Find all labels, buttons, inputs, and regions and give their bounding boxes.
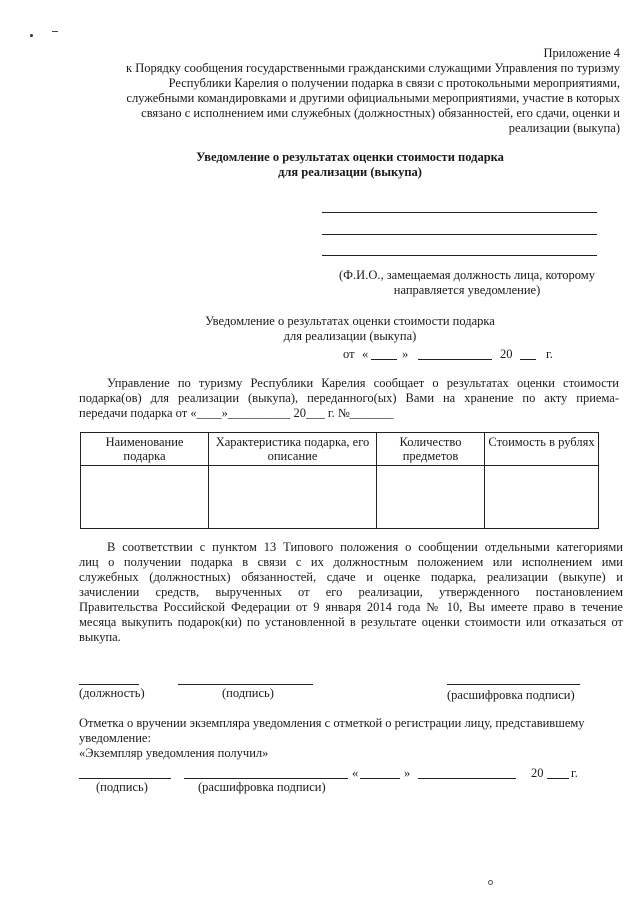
receipt-date-month-field[interactable] (418, 778, 516, 779)
receipt-signature-caption: (подпись) (96, 780, 148, 794)
title-line: Уведомление о результатах оценки стоимости подарка (196, 150, 504, 164)
receipt-decoding-caption: (расшифровка подписи) (198, 780, 326, 794)
table-cell[interactable] (485, 466, 599, 529)
date-from-label: от (343, 347, 355, 361)
receipt-signature-line[interactable] (79, 778, 171, 779)
column-header: Количество предметов (377, 433, 485, 466)
column-header: Стоимость в рублях (485, 433, 599, 466)
legal-paragraph: В соответствии с пунктом 13 Типового положения о сообщении отдельными категориями лиц о получении подарка в связи с их должностным положением или исполнением ими служебных (должностных) обязанностей, сдаче и оценке подарка, реализации (выкупе) и зачислении средств, вырученных от его реализации, утвержденного постановлением Правительства Российской Федерации от 9 января 2014 года № 10, Вы имеете право в течение месяца выкупить подарок(ки) по установленной в результате оценки стоимости или отказаться от выкупа. (79, 540, 623, 644)
appendix-number: Приложение 4 (543, 46, 620, 60)
decoding-caption: (расшифровка подписи) (447, 688, 575, 702)
signature-caption: (подпись) (222, 686, 274, 700)
receipt-year-field[interactable] (547, 778, 569, 779)
column-header: Характеристика подарка, его описание (209, 433, 377, 466)
notice-subtitle: Уведомление о результатах оценки стоимости подарка для реализации (выкупа) (205, 314, 495, 343)
receipt-decoding-line[interactable] (184, 778, 348, 779)
addressee-field-line[interactable] (322, 234, 597, 235)
table-cell[interactable] (81, 466, 209, 529)
signature-field-line[interactable] (178, 684, 313, 685)
table-cell[interactable] (377, 466, 485, 529)
receipt-note: Отметка о вручении экземпляра уведомления с отметкой о регистрации лицу, представившему уведомление: «Экземпляр уведомления получил» (79, 716, 619, 761)
appendix-line: к Порядку сообщения государственными гражданскими служащими Управления по туризму (126, 61, 620, 75)
date-close-quote: » (402, 347, 409, 361)
date-year-prefix: 20 (500, 347, 513, 361)
date-year-suffix: г. (546, 347, 553, 361)
addressee-field-line[interactable] (322, 255, 597, 256)
table-cell[interactable] (209, 466, 377, 529)
appendix-line: Республики Карелия о получении подарка в связи с протокольными мероприятиями, (168, 76, 620, 90)
title-line: для реализации (выкупа) (278, 165, 422, 179)
receipt-date-close-quote: » (404, 766, 411, 780)
table-row (81, 466, 599, 529)
table-header-row (81, 433, 599, 466)
appendix-line: служебными командировками и другими официальными мероприятиями, участие в которых (126, 91, 620, 105)
appendix-line: реализации (выкупа) (508, 121, 620, 135)
scan-speck (30, 34, 33, 37)
date-day-field[interactable] (371, 359, 397, 360)
date-year-field[interactable] (520, 359, 536, 360)
scan-speck (52, 31, 58, 32)
date-open-quote: « (362, 347, 369, 361)
scan-speck (488, 880, 493, 885)
position-caption: (должность) (79, 686, 145, 700)
decoding-field-line[interactable] (447, 684, 580, 685)
addressee-field-line[interactable] (322, 212, 597, 213)
date-month-field[interactable] (418, 359, 492, 360)
appendix-header (100, 46, 620, 136)
appendix-line: связано с исполнением ими служебных (должностных) обязанностей, его сдачи, оценки и (141, 106, 620, 120)
body-paragraph: Управление по туризму Республики Карелия сообщает о результатах оценки стоимости подарка(ов) для реализации (выкупа), переданного(ых) Вами на хранение по акту приема- передачи подарка от «____»__________ 20___ г. №_______ (79, 376, 619, 420)
receipt-date-day-field[interactable] (360, 778, 400, 779)
document-title (130, 150, 570, 180)
receipt-year-prefix: 20 (531, 766, 544, 780)
receipt-quote: «Экземпляр уведомления получил» (79, 746, 269, 760)
position-field-line[interactable] (79, 684, 139, 685)
addressee-caption: (Ф.И.О., замещаемая должность лица, которому направляется уведомление) (339, 268, 595, 297)
gift-valuation-table (80, 432, 599, 529)
receipt-date-open-quote: « (352, 766, 359, 780)
receipt-year-suffix: г. (571, 766, 578, 780)
column-header: Наименование подарка (81, 433, 209, 466)
